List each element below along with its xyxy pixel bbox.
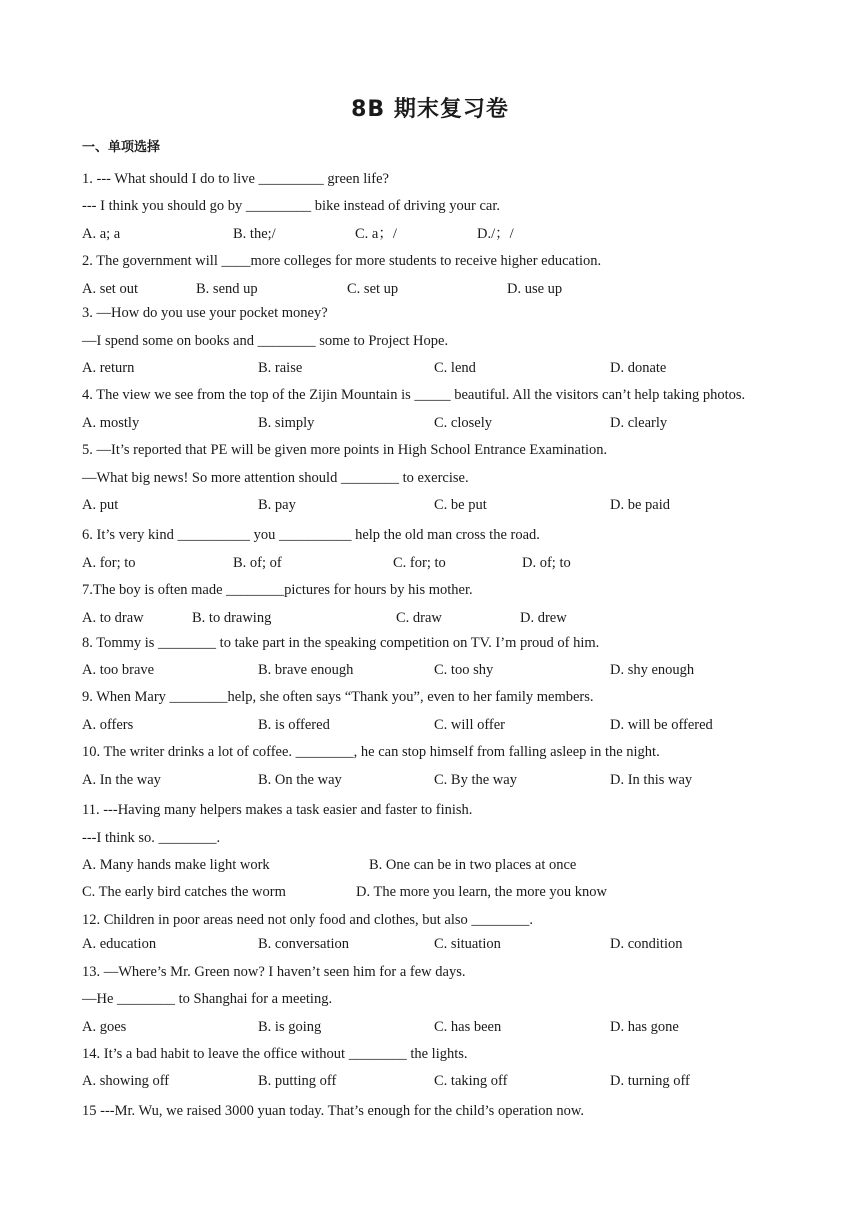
page-title: 8B 期末复习卷 [351,97,509,122]
question-6-option-a: A. for; to [82,555,136,571]
question-14-option-b: B. putting off [258,1073,337,1089]
question-8-option-a: A. too brave [82,662,155,678]
question-1-option-a: A. a; a [82,226,121,242]
question-1-option-b: B. the;/ [233,226,276,242]
question-1-option-c: C. a；/ [355,226,397,242]
question-13-line-2: —He ________ to Shanghai for a meeting. [82,991,333,1007]
question-14-option-c: C. taking off [434,1073,508,1089]
question-8-option-d: D. shy enough [610,662,695,678]
question-2-option-c: C. set up [347,281,399,297]
question-6-option-c: C. for; to [393,555,446,571]
question-1-option-d: D./；/ [477,226,514,242]
question-13-option-a: A. goes [82,1019,127,1035]
question-9-option-c: C. will offer [434,717,506,733]
question-13-option-d: D. has gone [610,1019,679,1035]
question-10-option-a: A. In the way [82,772,161,788]
question-14-option-a: A. showing off [82,1073,170,1089]
question-5-option-d: D. be paid [610,497,670,513]
question-12-option-d: D. condition [610,936,683,952]
question-5-line-2: —What big news! So more attention should ________ to exercise. [82,470,469,486]
question-6-option-d: D. of; to [522,555,571,571]
question-10-line-1: 10. The writer drinks a lot of coffee. ________, he can stop himself from falling asleep in the night. [82,744,660,760]
question-2-option-b: B. send up [196,281,258,297]
question-1-line-1: 1. --- What should I do to live _________ green life? [82,171,389,187]
question-7-option-c: C. draw [396,610,442,626]
question-2-option-d: D. use up [507,281,563,297]
question-4-option-b: B. simply [258,415,315,431]
question-4-line-1: 4. The view we see from the top of the Zijin Mountain is _____ beautiful. All the visitors can’t help taking photos. [82,387,746,403]
question-3-option-c: C. lend [434,360,476,376]
question-14-line-1: 14. It’s a bad habit to leave the office without ________ the lights. [82,1046,468,1062]
section-heading: 一、单项选择 [82,140,161,155]
question-8-option-c: C. too shy [434,662,494,678]
question-9-option-a: A. offers [82,717,134,733]
question-4-option-c: C. closely [434,415,492,431]
question-4-option-d: D. clearly [610,415,668,431]
question-1-line-2: --- I think you should go by _________ bike instead of driving your car. [82,198,501,214]
question-12-option-c: C. situation [434,936,501,952]
question-5-option-c: C. be put [434,497,487,513]
question-13-option-b: B. is going [258,1019,322,1035]
question-3-option-a: A. return [82,360,135,376]
question-2-option-a: A. set out [82,281,138,297]
question-9-option-b: B. is offered [258,717,330,733]
question-5-line-1: 5. —It’s reported that PE will be given more points in High School Entrance Examination. [82,442,608,458]
question-12-option-b: B. conversation [258,936,350,952]
question-3-line-1: 3. —How do you use your pocket money? [82,305,328,321]
question-7-line-1: 7.The boy is often made ________pictures for hours by his mother. [82,582,473,598]
question-8-line-1: 8. Tommy is ________ to take part in the speaking competition on TV. I’m proud of him. [82,635,600,651]
question-5-option-b: B. pay [258,497,296,513]
question-10-option-d: D. In this way [610,772,693,788]
question-9-option-d: D. will be offered [610,717,713,733]
question-3-option-d: D. donate [610,360,667,376]
question-10-option-b: B. On the way [258,772,342,788]
question-8-option-b: B. brave enough [258,662,354,678]
question-7-option-d: D. drew [520,610,567,626]
question-3-line-2: —I spend some on books and ________ some to Project Hope. [82,333,449,349]
question-11-line-1: 11. ---Having many helpers makes a task easier and faster to finish. [82,802,473,818]
question-12-option-a: A. education [82,936,157,952]
question-7-option-b: B. to drawing [192,610,272,626]
question-2-line-1: 2. The government will ____more colleges for more students to receive higher education. [82,253,602,269]
question-3-option-b: B. raise [258,360,303,376]
question-4-option-a: A. mostly [82,415,140,431]
question-11-line-2: ---I think so. ________. [82,830,221,846]
question-13-line-1: 13. —Where’s Mr. Green now? I haven’t seen him for a few days. [82,964,466,980]
question-11-option-c: C. The early bird catches the worm [82,884,286,900]
question-10-option-c: C. By the way [434,772,517,788]
question-11-option-a: A. Many hands make light work [82,857,270,873]
question-11-option-d: D. The more you learn, the more you know [356,884,608,900]
question-6-option-b: B. of; of [233,555,282,571]
question-11-option-b: B. One can be in two places at once [369,857,577,873]
question-7-option-a: A. to draw [82,610,144,626]
question-5-option-a: A. put [82,497,119,513]
question-12-line-1: 12. Children in poor areas need not only food and clothes, but also ________. [82,912,534,928]
question-15-line-1: 15 ---Mr. Wu, we raised 3000 yuan today. That’s enough for the child’s operation now. [82,1103,584,1119]
question-13-option-c: C. has been [434,1019,502,1035]
question-9-line-1: 9. When Mary ________help, she often says “Thank you”, even to her family members. [82,689,594,705]
question-6-line-1: 6. It’s very kind __________ you __________ help the old man cross the road. [82,527,540,543]
question-14-option-d: D. turning off [610,1073,690,1089]
